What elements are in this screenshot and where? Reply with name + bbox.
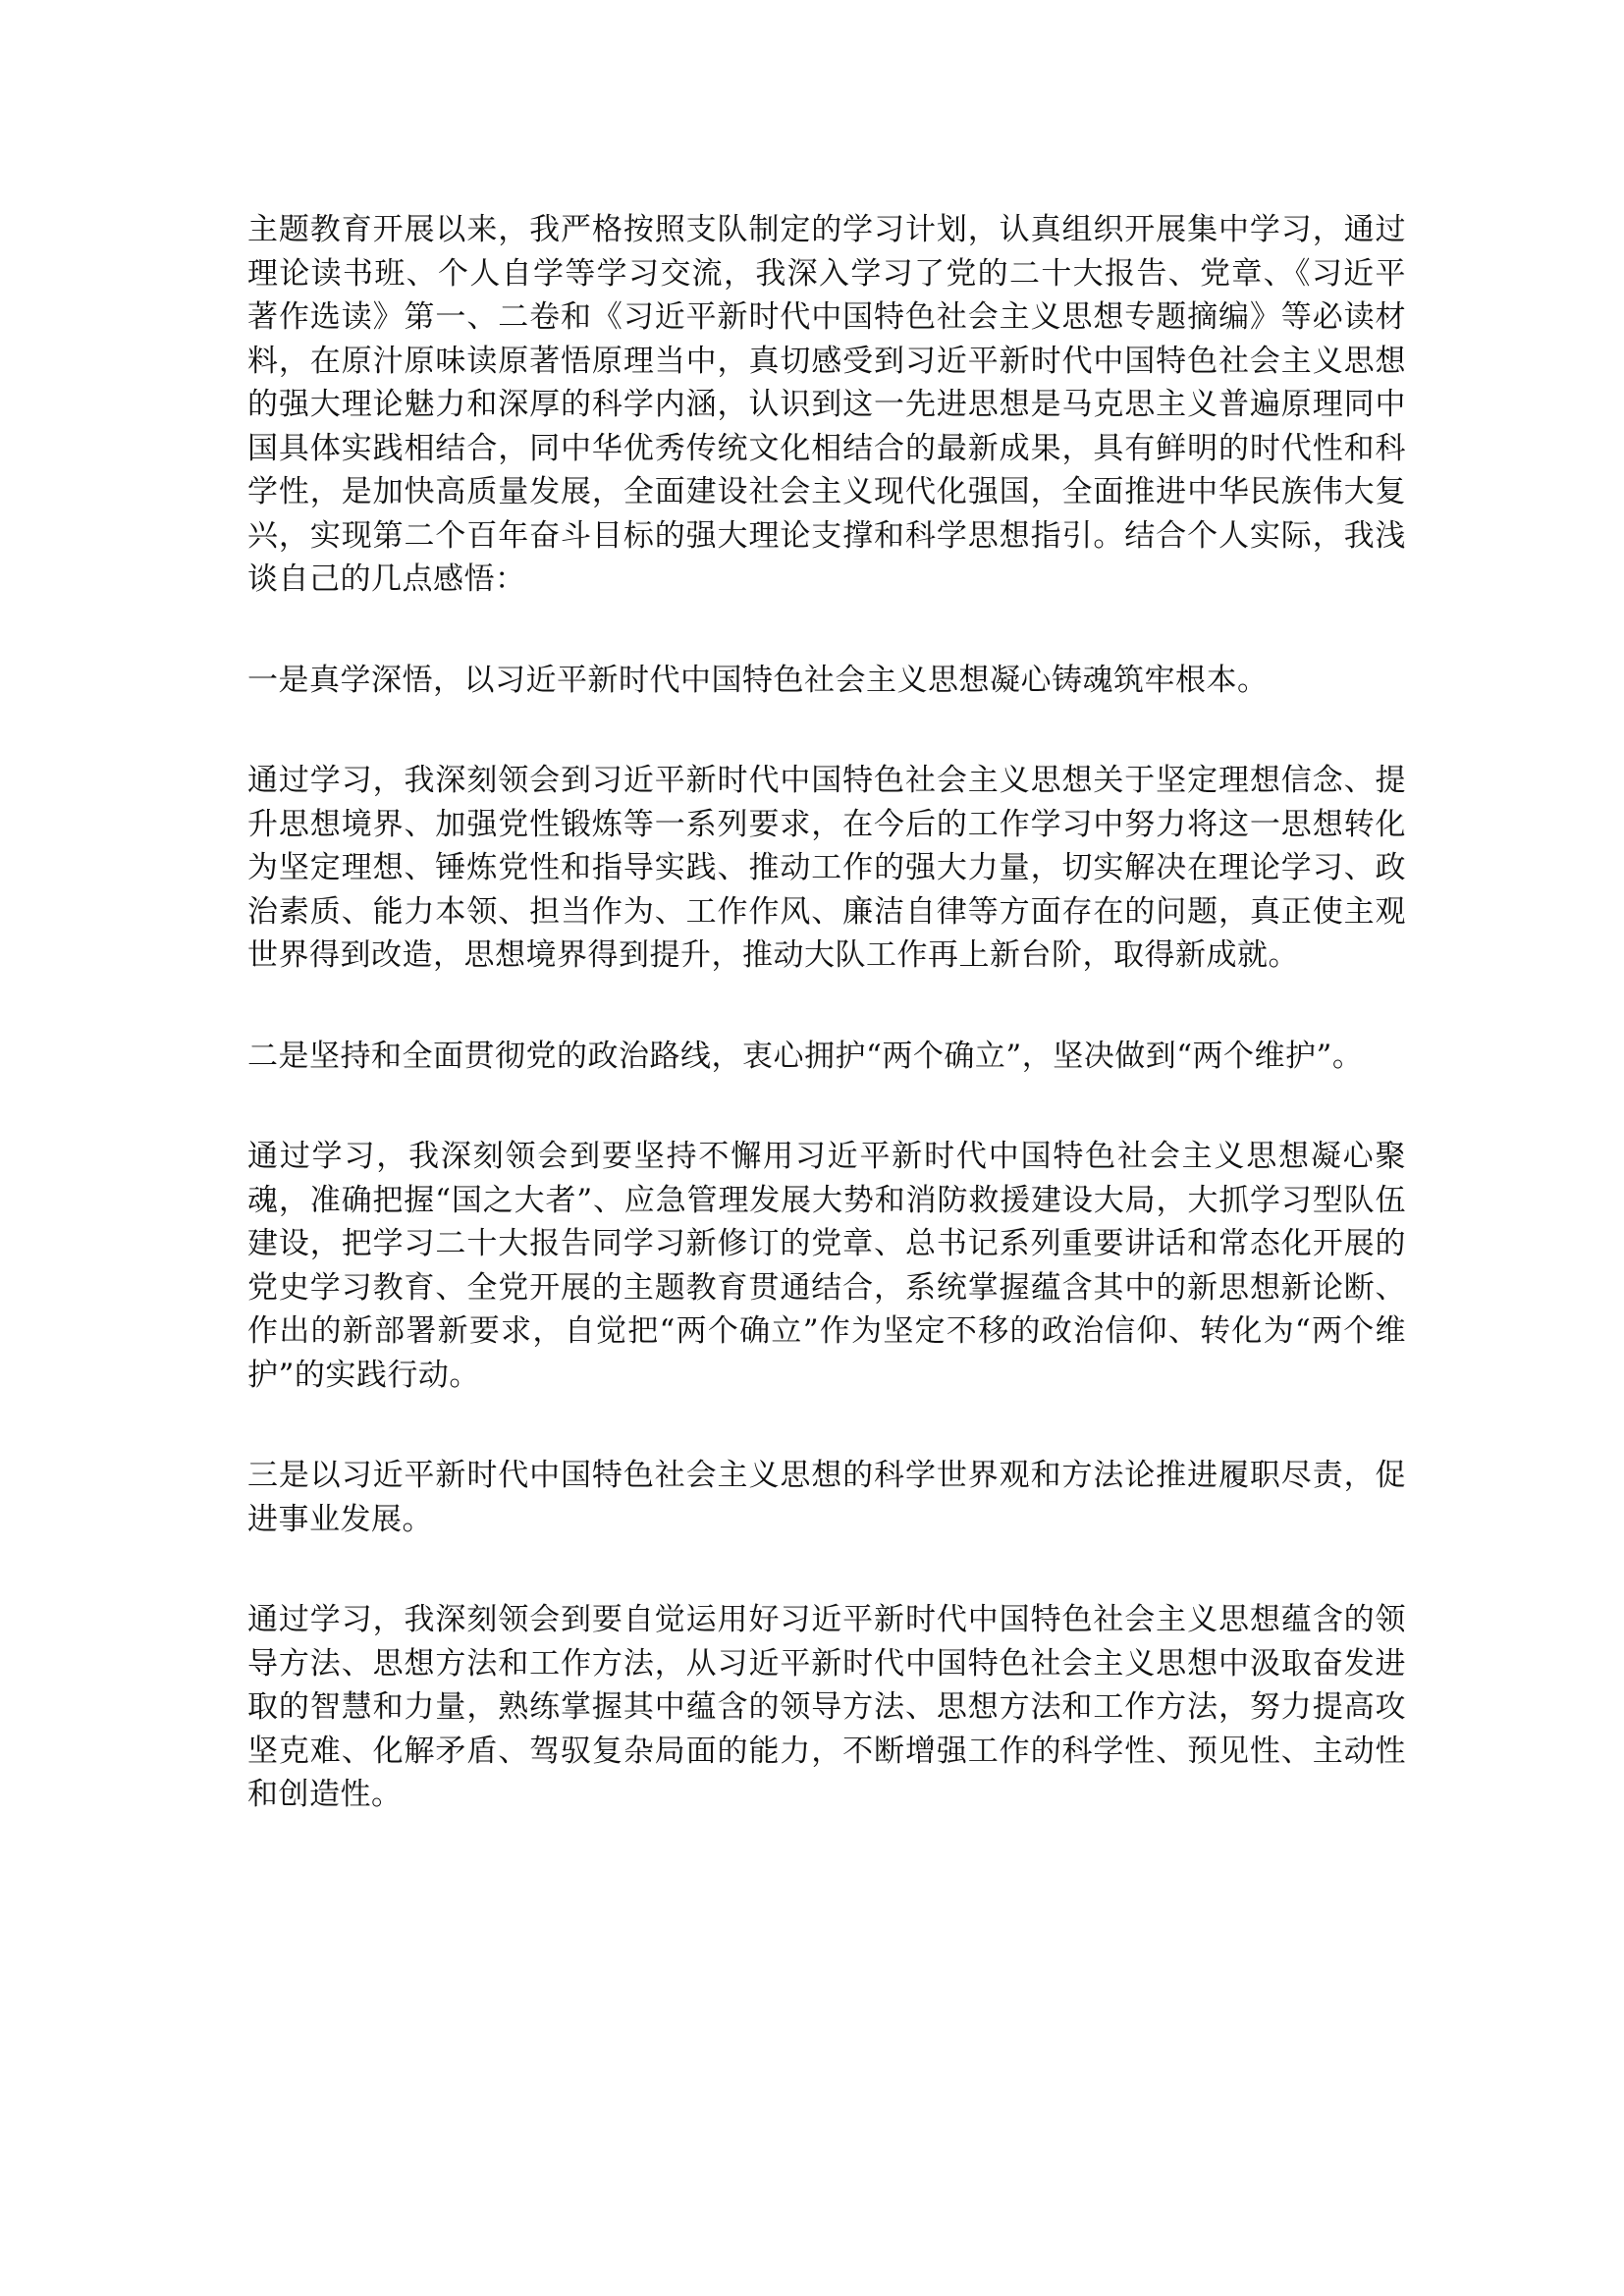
- point-three-heading: 三是以习近平新时代中国特色社会主义思想的科学世界观和方法论推进履职尽责，促进事业发展。: [247, 1458, 1406, 1537]
- point-one-heading: 一是真学深悟，以习近平新时代中国特色社会主义思想凝心铸魂筑牢根本。: [247, 662, 1269, 698]
- intro-paragraph: 主题教育开展以来，我严格按照支队制定的学习计划，认真组织开展集中学习，通过理论读书班、个人自学等学习交流，我深入学习了党的二十大报告、党章、《习近平著作选读》第一、二卷和《习近平新时代中国特色社会主义思想专题摘编》等必读材料，在原汁原味读原著悟原理当中，真切感受到习近平新时代中国特色社会主义思想的强大理论魅力和深厚的科学内涵，认识到这一先进思想是马克思主义普遍原理同中国具体实践相结合，同中华优秀传统文化相结合的最新成果，具有鲜明的时代性和科学性，是加快高质量发展，全面建设社会主义现代化强国，全面推进中华民族伟大复兴，实现第二个百年奋斗目标的强大理论支撑和科学思想指引。结合个人实际，我浅谈自己的几点感悟：: [247, 212, 1406, 597]
- point-two-heading: 二是坚持和全面贯彻党的政治路线，衷心拥护“两个确立”，坚决做到“两个维护”。: [247, 1038, 1364, 1074]
- document-page: [247, 208, 1406, 1874]
- point-three-body: 通过学习，我深刻领会到要自觉运用好习近平新时代中国特色社会主义思想蕴含的领导方法、思想方法和工作方法，从习近平新时代中国特色社会主义思想中汲取奋发进取的智慧和力量，熟练掌握其中蕴含的领导方法、思想方法和工作方法，努力提高攻坚克难、化解矛盾、驾驭复杂局面的能力，不断增强工作的科学性、预见性、主动性和创造性。: [247, 1602, 1406, 1812]
- point-one-body: 通过学习，我深刻领会到习近平新时代中国特色社会主义思想关于坚定理想信念、提升思想境界、加强党性锻炼等一系列要求，在今后的工作学习中努力将这一思想转化为坚定理想、锤炼党性和指导实践、推动工作的强大力量，切实解决在理论学习、政治素质、能力本领、担当作为、工作作风、廉洁自律等方面存在的问题，真正使主观世界得到改造，思想境界得到提升，推动大队工作再上新台阶，取得新成就。: [247, 763, 1406, 973]
- point-two-body: 通过学习，我深刻领会到要坚持不懈用习近平新时代中国特色社会主义思想凝心聚魂，准确把握“国之大者”、应急管理发展大势和消防救援建设大局，大抓学习型队伍建设，把学习二十大报告同学习新修订的党章、总书记系列重要讲话和常态化开展的党史学习教育、全党开展的主题教育贯通结合，系统掌握蕴含其中的新思想新论断、作出的新部署新要求，自觉把“两个确立”作为坚定不移的政治信仰、转化为“两个维护”的实践行动。: [247, 1139, 1406, 1393]
